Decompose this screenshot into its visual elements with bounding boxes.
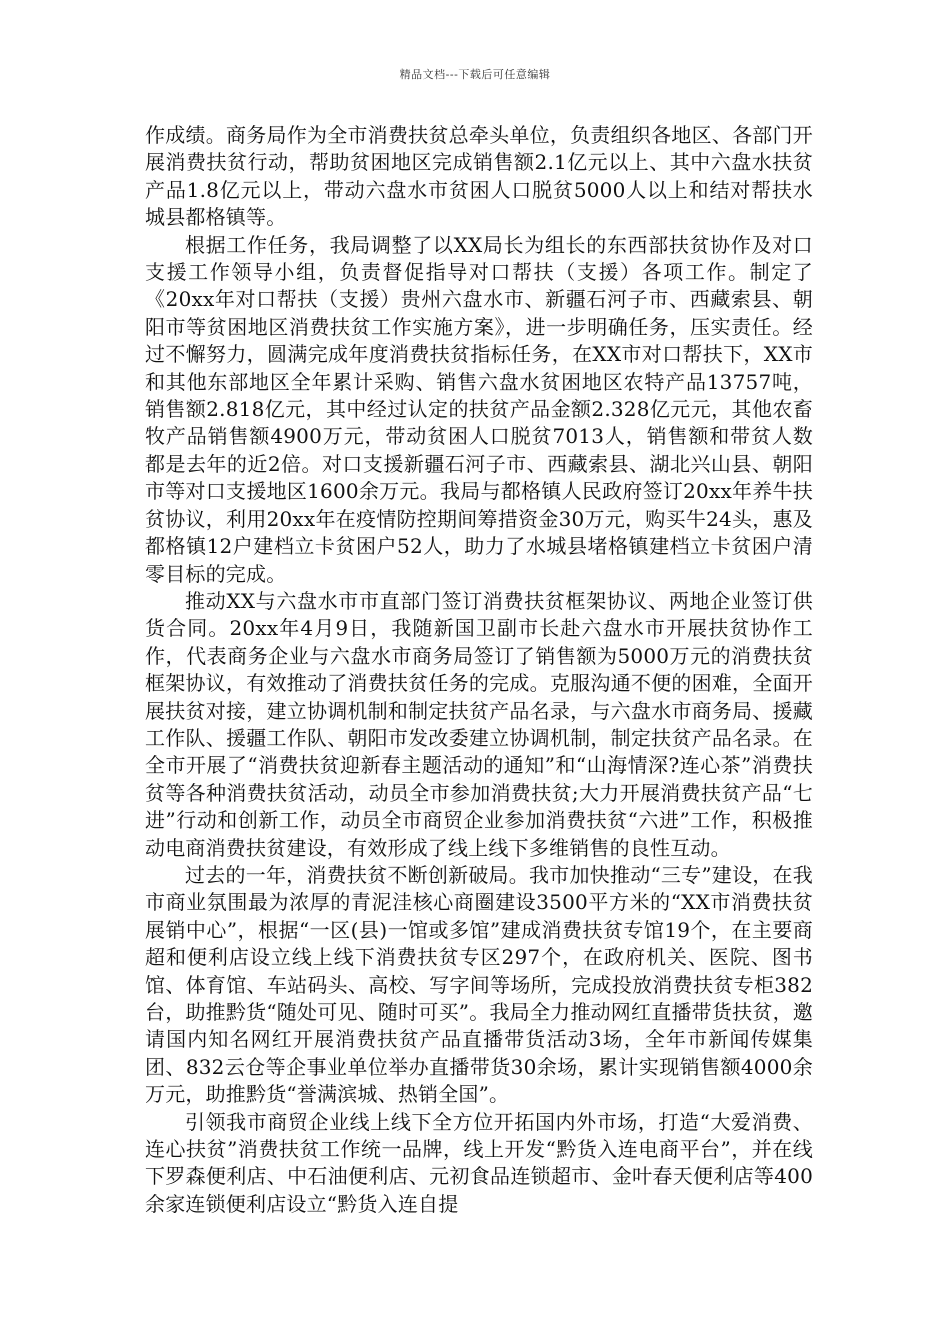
- paragraph: 引领我市商贸企业线上线下全方位开拓国内外市场，打造“大爱消费、连心扶贫”消费扶贫工作统一品牌，线上开发“黔货入连电商平台”，并在线下罗森便利店、中石油便利店、元初食品连锁超市、金叶春天便利店等400余家连锁便利店设立“黔货入连自提: [145, 1109, 813, 1216]
- paragraph: 作成绩。商务局作为全市消费扶贫总牵头单位，负责组织各地区、各部门开展消费扶贫行动，帮助贫困地区完成销售额2.1亿元以上、其中六盘水扶贫产品1.8亿元以上，带动六盘水市贫困人口脱贫5000人以上和结对帮扶水城县都格镇等。: [145, 123, 813, 230]
- document-body: [145, 122, 813, 1218]
- paragraph: 过去的一年，消费扶贫不断创新破局。我市加快推动“三专”建设，在我市商业氛围最为浓厚的青泥洼核心商圈建设3500平方米的“XX市消费扶贫展销中心”，根据“一区(县)一馆或多馆”建成消费扶贫专馆19个，在主要商超和便利店设立线上线下消费扶贫专区297个，在政府机关、医院、图书馆、体育馆、车站码头、高校、写字间等场所，完成投放消费扶贫专柜382台，助推黔货“随处可见、随时可买”。我局全力推动网红直播带货扶贫，邀请国内知名网红开展消费扶贫产品直播带货活动3场，全年市新闻传媒集团、832云仓等企事业单位举办直播带货30余场，累计实现销售额4000余万元，助推黔货“誉满滨城、热销全国”。: [145, 862, 813, 1107]
- paragraph: 推动XX与六盘水市市直部门签订消费扶贫框架协议、两地企业签订供货合同。20xx年4月9日，我随新国卫副市长赴六盘水市开展扶贫协作工作，代表商务企业与六盘水市商务局签订了销售额为5000万元的消费扶贫框架协议，有效推动了消费扶贫任务的完成。克服沟通不便的困难，全面开展扶贫对接，建立协调机制和制定扶贫产品名录，与六盘水市商务局、援藏工作队、援疆工作队、朝阳市发改委建立协调机制，制定扶贫产品名录。在全市开展了“消费扶贫迎新春主题活动的通知”和“山海情深?连心茶”消费扶贫等各种消费扶贫活动，动员全市参加消费扶贫;大力开展消费扶贫产品“七进”行动和创新工作，动员全市商贸企业参加消费扶贫“六进”工作，积极推动电商消费扶贫建设，有效形成了线上线下多维销售的良性互动。: [145, 588, 813, 860]
- paragraph: 根据工作任务，我局调整了以XX局长为组长的东西部扶贫协作及对口支援工作领导小组，负责督促指导对口帮扶（支援）各项工作。制定了《20xx年对口帮扶（支援）贵州六盘水市、新疆石河子市、西藏索县、朝阳市等贫困地区消费扶贫工作实施方案》，进一步明确任务，压实责任。经过不懈努力，圆满完成年度消费扶贫指标任务，在XX市对口帮扶下，XX市和其他东部地区全年累计采购、销售六盘水贫困地区农特产品13757吨，销售额2.818亿元，其中经过认定的扶贫产品金额2.328亿元元，其他农畜牧产品销售额4900万元，带动贫困人口脱贫7013人，销售额和带贫人数都是去年的近2倍。对口支援新疆石河子市、西藏索县、湖北兴山县、朝阳市等对口支援地区1600余万元。我局与都格镇人民政府签订20xx年养牛扶贫协议，利用20xx年在疫情防控期间筹措资金30万元，购买牛24头，惠及都格镇12户建档立卡贫困户52人，助力了水城县堵格镇建档立卡贫困户清零目标的完成。: [145, 232, 813, 586]
- page-header: 精品文档---下载后可任意编辑: [399, 68, 551, 81]
